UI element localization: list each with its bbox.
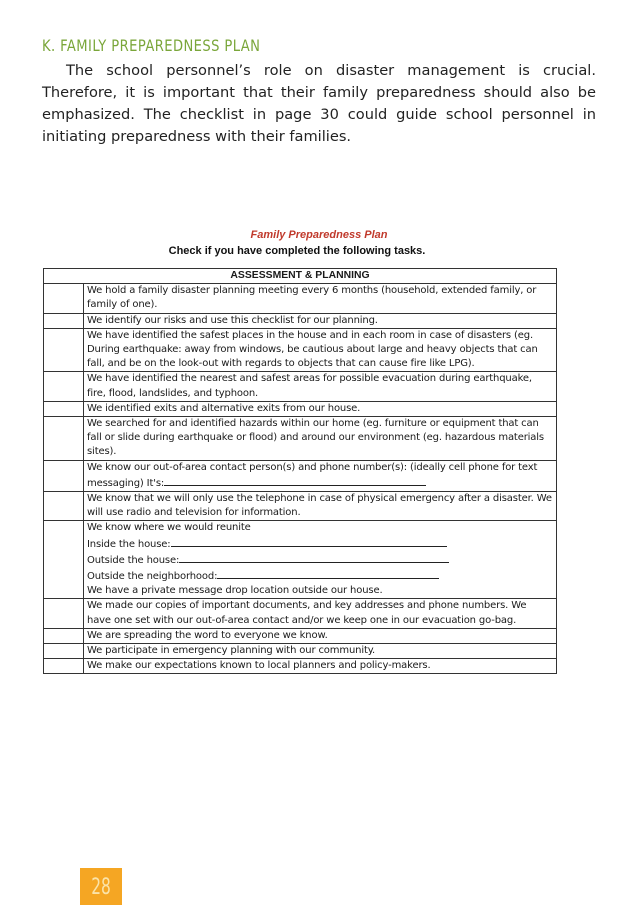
checklist-row (44, 644, 557, 659)
checklist-body (44, 284, 557, 674)
checklist-item-text (84, 659, 557, 674)
checkbox-cell[interactable] (44, 644, 84, 659)
checklist-line-text: We are spreading the word to everyone we know. (87, 629, 328, 641)
checklist-line (87, 402, 553, 416)
table-header: ASSESSMENT & PLANNING (44, 269, 557, 284)
checkbox-cell[interactable] (44, 372, 84, 401)
checklist-line-text: Outside the house: (87, 554, 180, 566)
checklist-line (87, 584, 553, 598)
page-number-tab (80, 868, 122, 905)
checklist-item-text (84, 628, 557, 643)
checkbox-cell[interactable] (44, 401, 84, 416)
checklist-line (87, 417, 553, 460)
checklist-line (87, 461, 553, 491)
checklist-line-text: We identify our risks and use this checklist for our planning. (87, 314, 378, 326)
checklist-line-text: We searched for and identified hazards within our home (eg. furniture or equipment that can fall or slide during earthquake or flood) and around our environment (eg. hazardous materials sites). (87, 418, 544, 458)
checklist-row (44, 401, 557, 416)
checkbox-cell[interactable] (44, 628, 84, 643)
plan-title: Family Preparedness Plan (250, 229, 388, 241)
section-heading: K. FAMILY PREPAREDNESS PLAN (42, 36, 261, 55)
fill-in-blank[interactable] (179, 552, 449, 563)
checklist-row (44, 492, 557, 521)
checklist-row (44, 313, 557, 328)
checklist-line-text: We have a private message drop location outside our house. (87, 585, 383, 597)
checklist-row (44, 628, 557, 643)
checklist-line-text: We have identified the nearest and safest areas for possible evacuation during earthquake, fire, flood, landslides, and typhoon. (87, 373, 532, 399)
checklist-line-text: We made our copies of important documents, and key addresses and phone numbers. We have one set with our out-of-area contact and/or we keep one in our evacuation go-bag. (87, 600, 527, 626)
checklist-line (87, 629, 553, 643)
checklist-row (44, 460, 557, 491)
fill-in-blank[interactable] (164, 475, 426, 486)
checklist-line-text: Outside the neighborhood: (87, 571, 218, 583)
preparedness-checklist-table (43, 268, 557, 674)
checklist-row (44, 328, 557, 372)
checklist-line (87, 521, 553, 535)
checkbox-cell[interactable] (44, 417, 84, 461)
fill-in-blank[interactable] (217, 568, 439, 579)
checklist-line-text: We make our expectations known to local planners and policy-makers. (87, 660, 431, 672)
checklist-line (87, 329, 553, 372)
checklist-line-text: Inside the house: (87, 538, 171, 550)
checklist-item-text (84, 328, 557, 372)
checklist-line-text: We know our out-of-area contact person(s) and phone number(s): (ideally cell phone for text messaging) It's: (87, 461, 538, 489)
checklist-line-text: We have identified the safest places in the house and in each room in case of disasters (eg. During earthquake: away from windows, be cautious about large and heavy objects that can fall, and be on the look-out with regards to objects that can cause fire like LPG). (87, 329, 538, 370)
checklist-line (87, 284, 553, 312)
checkbox-cell[interactable] (44, 284, 84, 313)
fill-in-blank[interactable] (171, 536, 447, 547)
checklist-line (87, 659, 553, 673)
checklist-item-text (84, 460, 557, 491)
checklist-line (87, 552, 553, 568)
checkbox-cell[interactable] (44, 313, 84, 328)
checklist-row (44, 372, 557, 401)
checklist-line-text: We know where we would reunite (87, 522, 251, 534)
checklist-line-text: We identified exits and alternative exits from our house. (87, 402, 361, 414)
checklist-item-text (84, 644, 557, 659)
checklist-item-text (84, 599, 557, 628)
checklist-item-text (84, 313, 557, 328)
checkbox-cell[interactable] (44, 521, 84, 599)
table-header-row (44, 269, 557, 284)
checklist-line (87, 314, 553, 328)
checkbox-cell[interactable] (44, 659, 84, 674)
checklist-line (87, 492, 553, 520)
checklist-row (44, 284, 557, 313)
checklist-row (44, 521, 557, 599)
checklist-item-text (84, 417, 557, 461)
checklist-line (87, 372, 553, 400)
checklist-row (44, 417, 557, 461)
checkbox-cell[interactable] (44, 460, 84, 491)
checkbox-cell[interactable] (44, 599, 84, 628)
checklist-row (44, 599, 557, 628)
checkbox-cell[interactable] (44, 328, 84, 372)
plan-subtitle: Check if you have completed the following tasks. (168, 245, 426, 257)
checklist-line-text: We know that we will only use the telephone in case of physical emergency after a disaster. We will use radio and television for information. (87, 493, 552, 519)
intro-paragraph (42, 60, 596, 148)
checklist-line (87, 568, 553, 584)
checklist-item-text (84, 372, 557, 401)
checklist-line-text: We hold a family disaster planning meeting every 6 months (household, extended family, or family of one). (87, 285, 537, 311)
checklist-line-text: We participate in emergency planning with our community. (87, 645, 376, 657)
checklist-row (44, 659, 557, 674)
page-number: 28 (91, 875, 111, 900)
checklist-item-text (84, 492, 557, 521)
checkbox-cell[interactable] (44, 492, 84, 521)
intro-text: The school personnel’s role on disaster management is crucial. Therefore, it is important that their family preparedness should also be emphasized. The checklist in page 30 could guide school personnel in initiating preparedness with their families. (42, 62, 596, 145)
checklist-line (87, 536, 553, 552)
checklist-item-text (84, 401, 557, 416)
checklist-line (87, 644, 553, 658)
checklist-item-text (84, 284, 557, 313)
checklist-item-text (84, 521, 557, 599)
checklist-line (87, 599, 553, 627)
